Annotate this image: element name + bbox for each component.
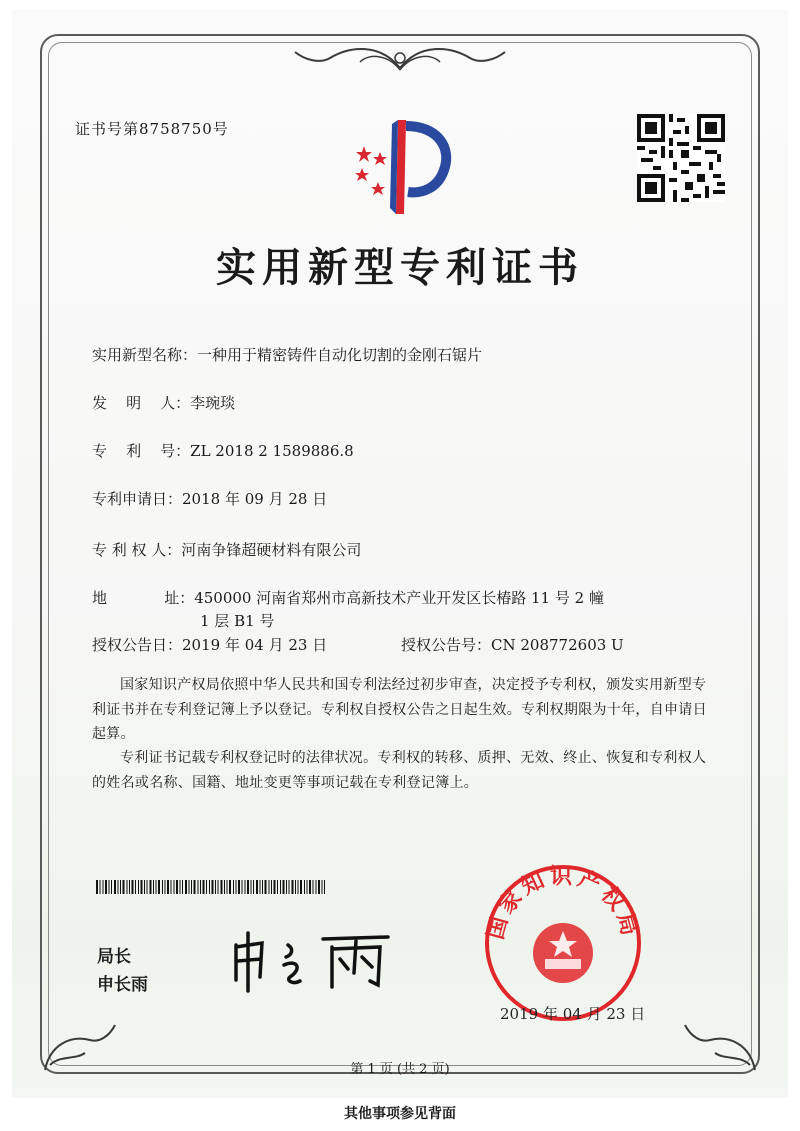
field-application-date — [92, 488, 327, 509]
field-value: 李琬琰 — [190, 394, 236, 412]
field-grant-number — [401, 634, 624, 655]
field-label: 专利申请日： — [92, 490, 183, 508]
barcode-icon — [96, 880, 328, 894]
field-address — [92, 587, 604, 608]
paragraph-legal-status: 专利证书记载专利权登记时的法律状况。专利权的转移、质押、无效、终止、恢复和专利权人的姓名或名称、国籍、地址变更等事项记载在专利登记簿上。 — [92, 750, 707, 791]
field-label: 专 利 权 人： — [92, 541, 182, 559]
field-utility-model-name — [92, 344, 482, 365]
field-address-line2: 1 层 B1 号 — [200, 612, 275, 630]
qr-code-icon — [637, 114, 725, 202]
national-emblem-seal-icon — [483, 863, 646, 1023]
director-title: 局长 — [97, 947, 131, 967]
field-value: 450000 河南省郑州市高新技术产业开发区长椿路 11 号 2 幢 — [194, 589, 604, 607]
field-label: 实用新型名称： — [92, 346, 198, 364]
field-inventor — [92, 392, 235, 413]
field-label: 发 明 人： — [92, 394, 191, 412]
seal-date: 2019 年 04 月 23 日 — [500, 1005, 646, 1023]
field-value: ZL 2018 2 1589886.8 — [190, 442, 354, 460]
seal-text: 国家知识产权局 — [483, 864, 643, 943]
top-ornament-icon — [290, 38, 510, 78]
signature-icon — [228, 925, 398, 995]
field-patentee — [92, 539, 361, 560]
field-grant-date — [92, 634, 327, 655]
paragraph-grant: 国家知识产权局依照中华人民共和国专利法经过初步审查，决定授予专利权，颁发实用新型专利证书并在专利登记簿上予以登记。专利权自授权公告之日起生效。专利权期限为十年，自申请日起算。 — [92, 677, 707, 742]
field-label: 专 利 号： — [92, 442, 191, 460]
page-number: 第 1 页 (共 2 页) — [350, 1062, 450, 1077]
director-name: 申长雨 — [97, 975, 148, 995]
field-value: CN 208772603 U — [491, 636, 624, 654]
field-label: 地 址： — [92, 589, 195, 607]
field-patent-number — [92, 440, 354, 461]
field-label: 授权公告日： — [92, 636, 183, 654]
field-value: 2019 年 04 月 23 日 — [182, 636, 328, 654]
patent-office-logo-icon — [340, 118, 460, 218]
field-label: 授权公告号： — [401, 636, 492, 654]
field-value: 一种用于精密铸件自动化切割的金刚石锯片 — [197, 346, 483, 364]
field-value: 河南争锋超硬材料有限公司 — [181, 541, 362, 559]
footer-note: 其他事项参见背面 — [344, 1106, 456, 1122]
field-value: 2018 年 09 月 28 日 — [182, 490, 328, 508]
page-title: 实用新型专利证书 — [216, 244, 584, 291]
certificate-number: 证书号第8758750号 — [75, 120, 229, 138]
